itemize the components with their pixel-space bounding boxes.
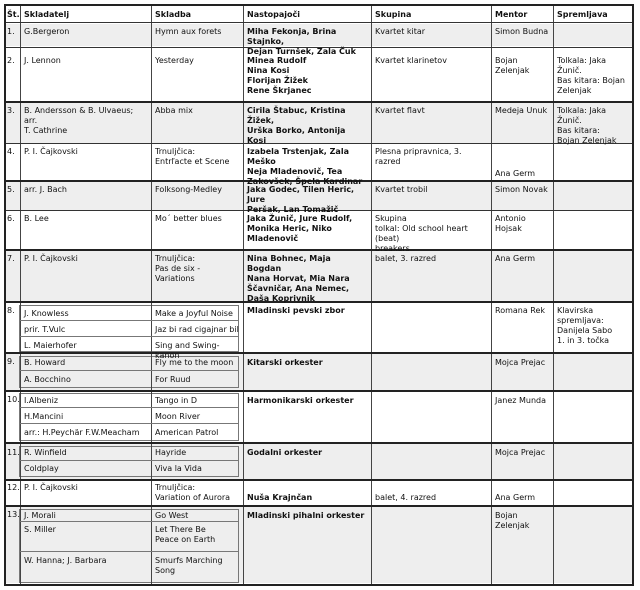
row-6-num: 6. — [7, 214, 15, 223]
row-8-piece-1: Make a Joyful Noise — [155, 309, 233, 318]
row-6-performers: Jaka Žunič, Jure Rudolf, Monika Heric, Niko Mladenovič — [247, 214, 353, 243]
row-9-piece-2: For Ruud — [155, 375, 191, 384]
header-piece: Skladba — [155, 10, 192, 19]
row-13-composer-2: S. Miller — [24, 525, 56, 534]
row-10-piece-2: Moon River — [155, 412, 201, 421]
header-group: Skupina — [375, 10, 412, 19]
row-10-piece-3: American Patrol — [155, 428, 219, 437]
row-6-group: Skupina tolkal: Old school heart (beat) breakers — [375, 214, 468, 253]
row-1-piece: Hymn aux forets — [155, 27, 222, 36]
row-4-num: 4. — [7, 147, 15, 156]
row-11-piece-1: Hayride — [155, 448, 187, 457]
row-1-mentor: Simon Budna — [495, 27, 549, 36]
row-11-piece-2: Viva la Vida — [155, 464, 202, 473]
row-12-piece: Trnuljčica: Variation of Aurora — [155, 483, 231, 502]
row-5-group: Kvartet trobil — [375, 185, 428, 194]
row-5-performers: Jaka Godec, Tilen Heric, Jure Peršak, Lan Tomažič — [247, 185, 355, 214]
row-8-composer-2: prir. T.Vulc — [24, 325, 66, 334]
row-8-composer-3: L. Maierhofer — [24, 341, 77, 350]
row-2-mentor: Bojan Zelenjak — [495, 56, 530, 75]
row-8-piece-2: Jaz bi rad cigajnar bil — [155, 325, 239, 334]
row-3-num: 3. — [7, 106, 15, 115]
row-11-performers: Godalni orkester — [247, 448, 323, 457]
row-10-composer-3: arr.: H.Peychär F.W.Meacham — [24, 428, 140, 437]
row-10-composer-2: H.Mancini — [24, 412, 64, 421]
row-5-composer: arr. J. Bach — [24, 185, 67, 194]
row-5-piece: Folksong-Medley — [155, 185, 222, 194]
row-7-piece: Trnuljčica: Pas de six - Variations — [155, 254, 201, 283]
row-7-num: 7. — [7, 254, 15, 263]
row-2-accompaniment: Tolkala: Jaka Žunič. Bas kitara: Bojan Zelenjak — [557, 56, 626, 95]
header-accompaniment: Spremljava — [557, 10, 608, 19]
row-13-piece-1: Go West — [155, 511, 189, 520]
row-2-group: Kvartet klarinetov — [375, 56, 447, 65]
row-9-num: 9. — [7, 357, 15, 366]
row-11-composer-2: Coldplay — [24, 464, 59, 473]
row-10-num: 10. — [7, 395, 20, 404]
row-8-piece-3: Sing and Swing-kanon — [155, 341, 220, 360]
row-8-composer-1: J. Knowless — [24, 309, 69, 318]
row-1-num: 1. — [7, 27, 15, 36]
header-composer: Skladatelj — [24, 10, 70, 19]
row-13-num: 13. — [7, 510, 20, 519]
row-7-performers: Nina Bohnec, Maja Bogdan Nana Horvat, Mia Nara Ščavničar, Ana Nemec, Daša Koprivnik — [247, 254, 350, 303]
row-5-mentor: Simon Novak — [495, 185, 548, 194]
row-11-mentor: Mojca Prejac — [495, 448, 546, 457]
row-13-composer-3: W. Hanna; J. Barbara — [24, 556, 107, 565]
row-6-composer: B. Lee — [24, 214, 49, 223]
row-9-composer-2: A. Bocchino — [24, 375, 71, 384]
row-4-performers: Izabela Trstenjak, Zala Meško Neja Mladenovič, Tea Zakovšek, Špela Kardinar — [247, 147, 363, 186]
row-4-group: Plesna pripravnica, 3. razred — [375, 147, 462, 166]
row-3-piece: Abba mix — [155, 106, 193, 115]
row-1-composer: G.Bergeron — [24, 27, 70, 36]
row-13-piece-2: Let There Be Peace on Earth — [155, 525, 216, 544]
row-13-composer-1: J. Morali — [24, 511, 56, 520]
row-7-mentor: Ana Germ — [495, 254, 536, 263]
row-2-num: 2. — [7, 56, 15, 65]
row-4-composer: P. I. Čajkovski — [24, 147, 78, 156]
header-mentor: Mentor — [495, 10, 528, 19]
row-8-performers: Mladinski pevski zbor — [247, 306, 345, 315]
row-13-mentor: Bojan Zelenjak — [495, 511, 530, 530]
row-8-num: 8. — [7, 306, 15, 315]
row-13-performers: Mladinski pihalni orkester — [247, 511, 365, 520]
row-5-num: 5. — [7, 185, 15, 194]
row-12-group: balet, 4. razred — [375, 493, 437, 502]
row-12-mentor: Ana Germ — [495, 493, 536, 502]
row-3-group: Kvartet flavt — [375, 106, 425, 115]
row-11-composer-1: R. Winfield — [24, 448, 67, 457]
row-3-mentor: Medeja Unuk — [495, 106, 548, 115]
row-8-accompaniment: Klavirska spremljava: Danijela Sabo 1. in 3. točka — [557, 306, 613, 345]
row-9-composer-1: B. Howard — [24, 358, 66, 367]
row-9-mentor: Mojca Prejac — [495, 358, 546, 367]
row-6-mentor: Antonio Hojsak — [495, 214, 526, 233]
row-13-piece-3: Smurfs Marching Song — [155, 556, 223, 575]
row-12-num: 12. — [7, 483, 20, 492]
row-9-piece-1: Fly me to the moon — [155, 358, 234, 367]
row-2-composer: J. Lennon — [24, 56, 61, 65]
row-12-composer: P. I. Čajkovski — [24, 483, 78, 492]
row-1-group: Kvartet kitar — [375, 27, 426, 36]
row-9-performers: Kitarski orkester — [247, 358, 323, 367]
row-6-piece: Mo´ better blues — [155, 214, 222, 223]
row-12-performers: Nuša Krajnčan — [247, 493, 313, 502]
row-11-num: 11. — [7, 448, 20, 457]
row-7-composer: P. I. Čajkovski — [24, 254, 78, 263]
row-1-performers: Miha Fekonja, Brina Stajnko, Dejan Turnšek, Zala Čuk — [247, 27, 356, 56]
row-3-composer: B. Andersson & B. Ulvaeus; arr. T. Cathrine — [24, 106, 134, 135]
row-4-piece: Trnuljčica: Entrľacte et Scene — [155, 147, 230, 166]
row-3-accompaniment: Tolkala: Jaka Žunič. Bas kitara: Bojan Zelenjak — [557, 106, 617, 145]
row-4-mentor: Ana Germ — [495, 169, 536, 178]
row-8-mentor: Romana Rek — [495, 306, 546, 315]
row-2-piece: Yesterday — [155, 56, 194, 65]
row-10-mentor: Janez Munda — [495, 396, 547, 405]
row-2-performers: Minea Rudolf Nina Kosi Florijan Žižek Rene Škrjanec — [247, 56, 312, 95]
row-10-performers: Harmonikarski orkester — [247, 396, 354, 405]
row-10-piece-1: Tango in D — [155, 396, 198, 405]
header-performers: Nastopajoči — [247, 10, 301, 19]
header-num: Št. — [7, 10, 20, 19]
row-3-performers: Cirila Štabuc, Kristina Žižek, Urška Borko, Antonija Kosi — [247, 106, 346, 145]
row-7-group: balet, 3. razred — [375, 254, 437, 263]
row-10-composer-1: I.Albeniz — [24, 396, 59, 405]
